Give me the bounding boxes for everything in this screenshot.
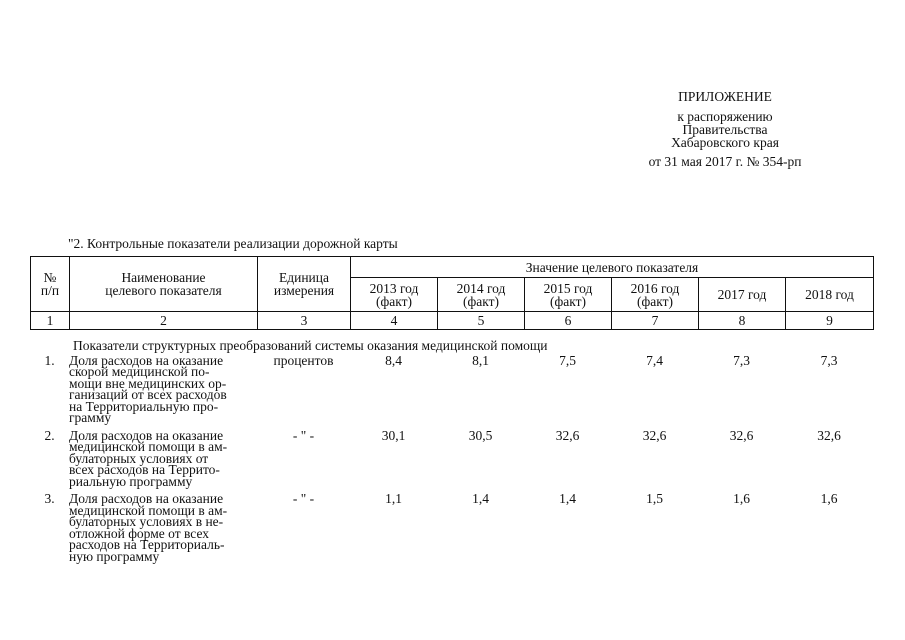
header-num: № п/п (31, 257, 70, 312)
row-value-2017: 1,6 (733, 491, 750, 506)
header-year-2018: 2018 год (786, 278, 874, 312)
table-row (30, 493, 873, 568)
row-unit: - " - (292, 491, 315, 506)
row-value-2017: 32,6 (729, 427, 754, 443)
col-number: 3 (258, 312, 351, 330)
row-value-2015: 32,6 (555, 427, 580, 443)
header-year-2016: 2016 год (факт) (612, 278, 699, 312)
appendix-title: ПРИЛОЖЕНИЕ (678, 89, 772, 104)
col-number: 1 (31, 312, 70, 330)
row-value-2013: 1,1 (385, 491, 402, 506)
row-value-2014: 1,4 (472, 491, 489, 506)
col-number: 8 (699, 312, 786, 330)
row-unit: - " - (292, 427, 315, 443)
row-value-2016: 1,5 (646, 491, 663, 506)
row-number: 1. (44, 352, 55, 368)
row-value-2014: 30,5 (468, 427, 493, 443)
col-number: 6 (525, 312, 612, 330)
row-value-2013: 8,4 (385, 352, 402, 368)
row-indicator-name: Доля расходов на оказание скорой медицинской по- мощи вне медицинских ор- ганизаций от всех расходов на Территориальную про- грамму (69, 352, 227, 425)
header-group-values: Значение целевого показателя (351, 257, 874, 278)
group-title: Показатели структурных преобразований системы оказания медицинской помощи (73, 338, 548, 353)
header-name: Наименование целевого показателя (70, 257, 258, 312)
appendix-line-1: к распоряжению (677, 109, 773, 124)
row-value-2013: 30,1 (381, 427, 406, 443)
header-year-2015: 2015 год (факт) (525, 278, 612, 312)
indicators-table-body (30, 340, 873, 568)
row-value-2018: 32,6 (817, 427, 841, 443)
col-number: 9 (786, 312, 874, 330)
row-value-2018: 7,3 (820, 352, 838, 368)
appendix-line-2: Правительства (682, 122, 768, 137)
header-year-2014: 2014 год (факт) (438, 278, 525, 312)
row-value-2017: 7,3 (733, 352, 750, 368)
col-number: 7 (612, 312, 699, 330)
row-value-2015: 7,5 (559, 352, 576, 368)
row-value-2016: 32,6 (642, 427, 667, 443)
header-year-2013: 2013 год (факт) (351, 278, 438, 312)
appendix-block (615, 90, 835, 168)
table-row (30, 430, 873, 494)
col-number: 4 (351, 312, 438, 330)
col-number: 2 (70, 312, 258, 330)
col-number: 5 (438, 312, 525, 330)
appendix-date: от 31 мая 2017 г. № 354-рп (648, 154, 802, 169)
header-year-2017: 2017 год (699, 278, 786, 312)
table-row (30, 355, 873, 430)
row-value-2018: 1,6 (820, 491, 838, 506)
row-value-2015: 1,4 (559, 491, 576, 506)
section-title: "2. Контрольные показатели реализации дорожной карты (68, 236, 398, 251)
row-unit: процентов (273, 352, 334, 368)
row-indicator-name: Доля расходов на оказание медицинской помощи в ам- булаторных условиях от всех расходов на Террито- риальную программу (69, 427, 228, 489)
row-number: 2. (44, 427, 55, 443)
indicators-table-header (30, 256, 874, 330)
row-indicator-name: Доля расходов на оказание медицинской помощи в ам- булаторных условиях в не- отложной форме от всех расходов на Территориаль- ную программу (69, 491, 228, 564)
row-number: 3. (44, 491, 55, 506)
row-value-2016: 7,4 (646, 352, 663, 368)
row-value-2014: 8,1 (472, 352, 489, 368)
header-unit: Единица измерения (258, 257, 351, 312)
appendix-line-3: Хабаровского края (671, 135, 779, 150)
